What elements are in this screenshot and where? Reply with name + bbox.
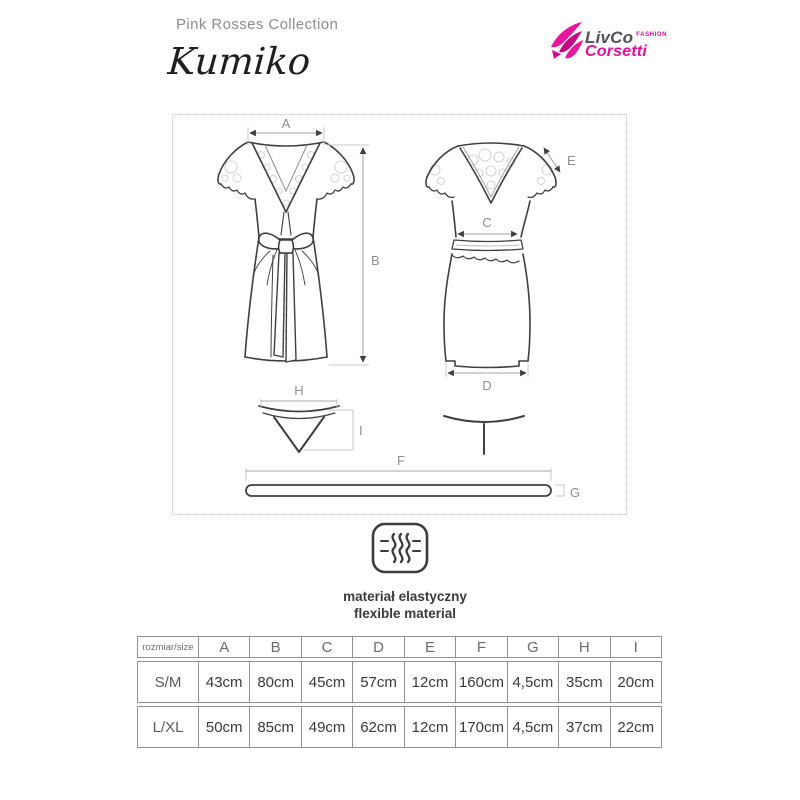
brand-word-livco: LivCo xyxy=(585,28,634,47)
table-value-cell: 85cm xyxy=(249,707,300,747)
table-value-cell: 57cm xyxy=(352,662,403,702)
table-value-cell: 22cm xyxy=(610,707,661,747)
table-header-cell: F xyxy=(455,637,506,657)
table-value-cell: 43cm xyxy=(198,662,249,702)
table-header-cell: B xyxy=(249,637,300,657)
table-value-cell: 35cm xyxy=(558,662,609,702)
measure-label-i: I xyxy=(359,423,363,438)
measurement-diagram-panel xyxy=(172,114,627,515)
brand-logo-text xyxy=(585,29,667,60)
table-value-cell: 50cm xyxy=(198,707,249,747)
table-header-cell: E xyxy=(404,637,455,657)
table-size-cell: L/XL xyxy=(152,718,184,736)
table-value-cell: 12cm xyxy=(404,707,455,747)
table-value-cell: 170cm xyxy=(455,707,506,747)
table-value-cell: 45cm xyxy=(301,662,352,702)
panty-front-drawing xyxy=(259,406,339,452)
measure-label-c: C xyxy=(482,215,492,230)
material-caption xyxy=(245,588,565,622)
brand-word-fashion: FASHION xyxy=(636,32,668,38)
table-value-cell: 37cm xyxy=(558,707,609,747)
product-name: Kumiko xyxy=(166,40,312,83)
measure-label-g: G xyxy=(570,485,581,500)
measure-label-e: E xyxy=(567,153,576,168)
table-value-cell: 4,5cm xyxy=(507,707,558,747)
size-table xyxy=(137,636,662,748)
table-header-cell: G xyxy=(507,637,558,657)
size-table-row-sm xyxy=(137,661,662,703)
table-value-cell: 20cm xyxy=(610,662,661,702)
front-view-drawing xyxy=(218,142,354,362)
size-table-row-lxl xyxy=(137,706,662,748)
measure-label-f: F xyxy=(397,453,405,468)
measure-label-b: B xyxy=(371,253,380,268)
table-value-cell: 4,5cm xyxy=(507,662,558,702)
table-value-cell: 12cm xyxy=(404,662,455,702)
back-view-drawing xyxy=(426,143,556,368)
collection-title: Pink Rosses Collection xyxy=(176,16,339,33)
table-size-cell: S/M xyxy=(154,673,182,691)
brand-logo xyxy=(549,21,667,68)
material-caption-pl: materiał elastyczny xyxy=(343,589,467,604)
table-header-cell: D xyxy=(352,637,403,657)
table-header-cell: C xyxy=(301,637,352,657)
panty-back-drawing xyxy=(444,416,524,454)
table-header-cell: H xyxy=(558,637,609,657)
table-value-cell: 62cm xyxy=(352,707,403,747)
measure-label-h: H xyxy=(294,383,304,398)
table-header-cell: I xyxy=(610,637,661,657)
wing-icon xyxy=(549,21,583,68)
material-caption-en: flexible material xyxy=(353,606,457,621)
measure-label-d: D xyxy=(482,378,492,393)
brand-word-corsetti: Corsetti xyxy=(585,43,648,60)
table-header-cell: A xyxy=(198,637,249,657)
table-header-cell: rozmiar/size xyxy=(142,641,194,653)
measure-label-a: A xyxy=(281,116,291,131)
belt-drawing xyxy=(246,485,551,496)
table-value-cell: 80cm xyxy=(249,662,300,702)
garment-technical-drawing xyxy=(173,115,625,513)
table-value-cell: 160cm xyxy=(455,662,506,702)
size-table-header-row xyxy=(137,636,662,658)
table-value-cell: 49cm xyxy=(301,707,352,747)
elastic-material-icon xyxy=(370,521,430,580)
